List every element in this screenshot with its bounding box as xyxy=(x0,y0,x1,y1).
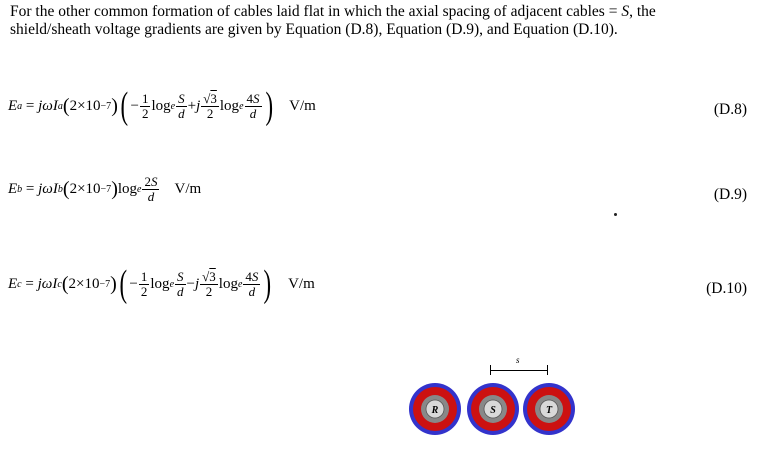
spacing-tick-right xyxy=(547,365,548,375)
spacing-label: s xyxy=(516,355,520,365)
eq-d9-unit: V/m xyxy=(174,181,202,197)
eq-d8-number: (D.8) xyxy=(713,101,747,118)
eq-d8-unit: V/m xyxy=(289,97,316,114)
cable-t-label: T xyxy=(545,405,553,416)
stray-dot xyxy=(614,213,617,216)
equation-d9: E b = jωI b ( 2×10 −7 ) log e $\frac{2S}{d}$ V/m xyxy=(8,174,202,204)
cable-t xyxy=(522,382,576,436)
spacing-line xyxy=(490,370,548,371)
cable-s-label: S xyxy=(490,405,496,416)
spacing-tick-left xyxy=(490,365,491,375)
eq-d9-sub: b xyxy=(17,184,23,195)
eq-d9-number: (D.9) xyxy=(713,186,747,203)
spacing-dimension xyxy=(488,355,550,378)
cable-r-label: R xyxy=(431,405,439,416)
eq-d8-sub: a xyxy=(17,100,23,112)
eq-d10-lhs: E xyxy=(8,275,18,292)
eq-d9-lhs: E xyxy=(8,181,18,197)
intro-line1: For the other common formation of cables laid flat in which the axial spacing of adjacent cables = xyxy=(10,3,622,20)
intro-line1-end: , the xyxy=(629,3,656,20)
equation-d8: E a = jωI a ( 2×10 −7 ) ( − $\frac{1}{2}$ log e $\frac{S}{d}$ + j $\frac{√3}{2}$ log e $\frac{4S}{d}$ ) V/m xyxy=(8,85,316,127)
eq-d10-unit: V/m xyxy=(288,275,315,292)
intro-s-variable: S xyxy=(621,3,630,20)
equation-d10: E c = jωI c ( 2×10 −7 ) ( − $\frac{1}{2}$ log e $\frac{S}{d}$ − j $\frac{√3}{2}$ log e $\frac{4S}{d}$ ) V/m xyxy=(8,263,315,305)
intro-paragraph xyxy=(10,3,766,39)
eq-d10-sub: c xyxy=(17,278,22,290)
cable-s xyxy=(466,382,520,436)
eq-d8-lhs: E xyxy=(8,97,18,114)
cable-r xyxy=(408,382,462,436)
intro-line2: shield/sheath voltage gradients are given by Equation (D.8), Equation (D.9), and Equation (D.10). xyxy=(10,21,618,38)
eq-d10-number: (D.10) xyxy=(706,280,747,297)
